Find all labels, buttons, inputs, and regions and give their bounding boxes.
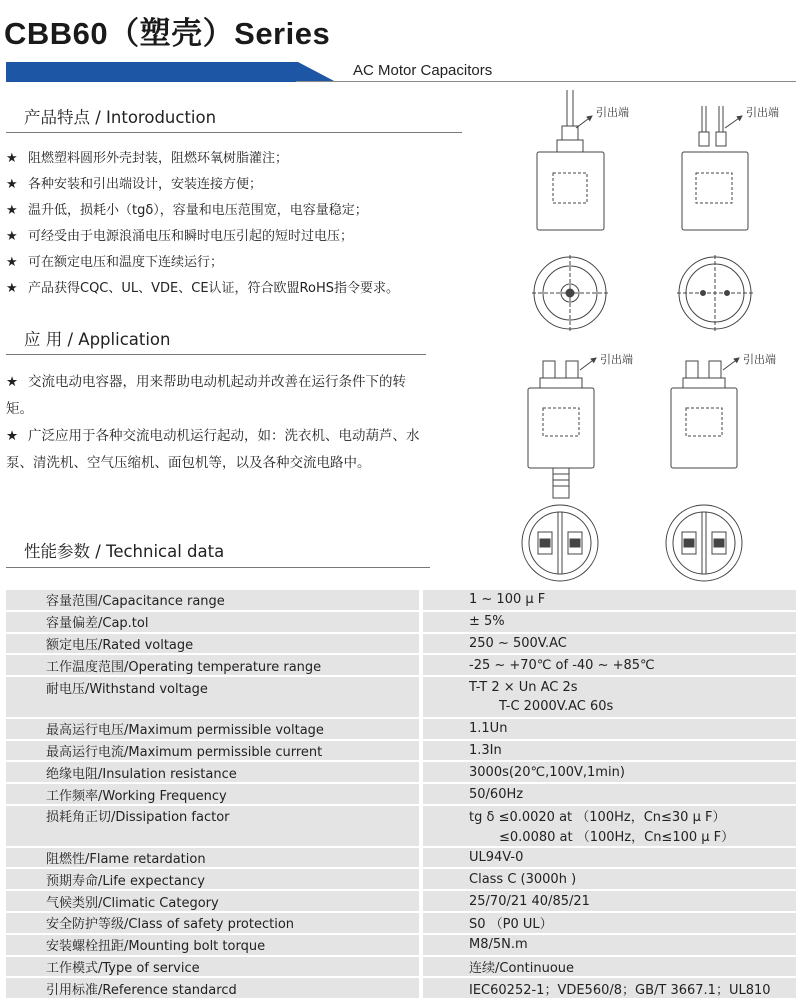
lead-label: 引出端 bbox=[600, 353, 633, 366]
feature-item: ★ 可在额定电压和温度下连续运行； bbox=[6, 255, 224, 270]
spec-row bbox=[6, 847, 796, 869]
spec-value: 250 ~ 500V.AC bbox=[423, 633, 796, 655]
spec-name: 工作模式/Type of service bbox=[6, 956, 419, 978]
spec-name bbox=[6, 826, 419, 847]
star-icon: ★ bbox=[6, 374, 19, 390]
spec-row bbox=[6, 805, 796, 826]
star-icon: ★ bbox=[6, 428, 19, 444]
spec-value: S0 （P0 UL） bbox=[423, 912, 796, 934]
spec-row bbox=[6, 590, 796, 611]
spec-value: 1 ~ 100 μ F bbox=[423, 590, 796, 611]
spec-row bbox=[6, 611, 796, 633]
spec-name: 工作温度范围/Operating temperature range bbox=[6, 654, 419, 676]
application-heading: 应 用 / Application bbox=[24, 330, 171, 349]
star-icon: ★ bbox=[6, 255, 18, 270]
spec-value: 1.1Un bbox=[423, 718, 796, 740]
spec-name: 预期寿命/Life expectancy bbox=[6, 868, 419, 890]
page-subtitle: AC Motor Capacitors bbox=[353, 62, 493, 79]
spec-value: M8/5N.m bbox=[423, 934, 796, 956]
spec-value: T-C 2000V.AC 60s bbox=[423, 697, 796, 718]
banner-blue-bar bbox=[6, 62, 336, 82]
spec-value: T-T 2 × Un AC 2s bbox=[423, 676, 796, 697]
spec-value: ≤0.0080 at （100Hz，Cn≤100 μ F） bbox=[423, 826, 796, 847]
spec-value: IEC60252-1；VDE560/8；GB/T 3667.1；UL810 bbox=[423, 977, 796, 999]
spec-row bbox=[6, 718, 796, 740]
spec-value: 25/70/21 40/85/21 bbox=[423, 890, 796, 912]
spec-value: 1.3In bbox=[423, 740, 796, 762]
application-rule bbox=[6, 354, 426, 355]
spec-name: 工作频率/Working Frequency bbox=[6, 783, 419, 805]
technical-rule bbox=[6, 567, 430, 568]
drawing-terminal-stud-side bbox=[528, 358, 596, 498]
lead-label: 引出端 bbox=[743, 353, 776, 366]
spec-row bbox=[6, 676, 796, 697]
title-banner bbox=[6, 62, 796, 82]
spec-value: tg δ ≤0.0020 at （100Hz，Cn≤30 μ F） bbox=[423, 805, 796, 826]
feature-item: ★ 温升低，损耗小（tgδ），容量和电压范围宽，电容量稳定； bbox=[6, 203, 368, 218]
spec-row bbox=[6, 890, 796, 912]
star-icon: ★ bbox=[6, 229, 18, 244]
spec-name: 绝缘电阻/Insulation resistance bbox=[6, 761, 419, 783]
drawing-twowire-top bbox=[677, 255, 753, 331]
spec-value: UL94V-0 bbox=[423, 847, 796, 869]
technical-heading: 性能参数 / Technical data bbox=[24, 542, 225, 561]
spec-row bbox=[6, 761, 796, 783]
drawing-twowire-side bbox=[682, 106, 748, 230]
feature-item: ★ 可经受由于电源浪涌电压和瞬时电压引起的短时过电压； bbox=[6, 229, 354, 244]
drawing-terminal-stud-top bbox=[522, 505, 598, 581]
spec-row bbox=[6, 783, 796, 805]
spec-value: Class C (3000h ) bbox=[423, 868, 796, 890]
spec-value: 50/60Hz bbox=[423, 783, 796, 805]
spec-name: 容量偏差/Cap.tol bbox=[6, 611, 419, 633]
introduction-rule bbox=[6, 132, 462, 133]
spec-name: 最高运行电压/Maximum permissible voltage bbox=[6, 718, 419, 740]
spec-row bbox=[6, 868, 796, 890]
product-drawings bbox=[510, 88, 800, 588]
lead-label: 引出端 bbox=[746, 106, 779, 119]
star-icon: ★ bbox=[6, 203, 18, 218]
drawing-wire-side bbox=[537, 90, 604, 230]
spec-value: 连续/Continuoue bbox=[423, 956, 796, 978]
star-icon: ★ bbox=[6, 151, 18, 166]
spec-name: 气候类别/Climatic Category bbox=[6, 890, 419, 912]
spec-name: 容量范围/Capacitance range bbox=[6, 590, 419, 611]
spec-name: 损耗角正切/Dissipation factor bbox=[6, 805, 419, 826]
lead-label: 引出端 bbox=[596, 106, 629, 119]
introduction-heading: 产品特点 / Intoroduction bbox=[24, 108, 217, 127]
spec-name: 阻燃性/Flame retardation bbox=[6, 847, 419, 869]
drawing-wire-top bbox=[532, 255, 608, 331]
spec-name: 安装螺栓扭距/Mounting bolt torque bbox=[6, 934, 419, 956]
spec-name: 耐电压/Withstand voltage bbox=[6, 676, 419, 697]
spec-row bbox=[6, 912, 796, 934]
spec-value: 3000s(20℃,100V,1min) bbox=[423, 761, 796, 783]
application-paragraph: ★ 交流电动电容器，用来帮助电动机起动并改善在运行条件下的转矩。 bbox=[6, 369, 424, 423]
banner-rule bbox=[296, 81, 796, 82]
star-icon: ★ bbox=[6, 281, 18, 296]
spec-value: ± 5% bbox=[423, 611, 796, 633]
feature-item: ★ 阻燃塑料圆形外壳封装，阻燃环氧树脂灌注； bbox=[6, 151, 289, 166]
spec-name: 最高运行电流/Maximum permissible current bbox=[6, 740, 419, 762]
spec-row bbox=[6, 934, 796, 956]
star-icon: ★ bbox=[6, 177, 18, 192]
feature-item: ★ 各种安装和引出端设计，安装连接方便； bbox=[6, 177, 263, 192]
spec-row bbox=[6, 826, 796, 847]
spec-row bbox=[6, 633, 796, 655]
spec-value: -25 ~ +70℃ of -40 ~ +85℃ bbox=[423, 654, 796, 676]
spec-row bbox=[6, 697, 796, 718]
drawing-terminal-side bbox=[671, 358, 739, 468]
spec-row bbox=[6, 740, 796, 762]
application-paragraph: ★ 广泛应用于各种交流电动机运行起动，如：洗衣机、电动葫芦、水泵、清洗机、空气压缩机、面包机等，以及各种交流电路中。 bbox=[6, 423, 424, 477]
feature-item: ★ 产品获得CQC、UL、VDE、CE认证，符合欧盟RoHS指令要求。 bbox=[6, 281, 399, 296]
page-title: CBB60（塑壳）Series bbox=[4, 16, 331, 51]
spec-name: 引用标准/Reference standarcd bbox=[6, 977, 419, 999]
spec-row bbox=[6, 956, 796, 978]
spec-table bbox=[6, 590, 796, 1000]
spec-name bbox=[6, 697, 419, 718]
spec-name: 安全防护等级/Class of safety protection bbox=[6, 912, 419, 934]
spec-name: 额定电压/Rated voltage bbox=[6, 633, 419, 655]
drawing-terminal-top bbox=[666, 505, 742, 581]
spec-row bbox=[6, 654, 796, 676]
